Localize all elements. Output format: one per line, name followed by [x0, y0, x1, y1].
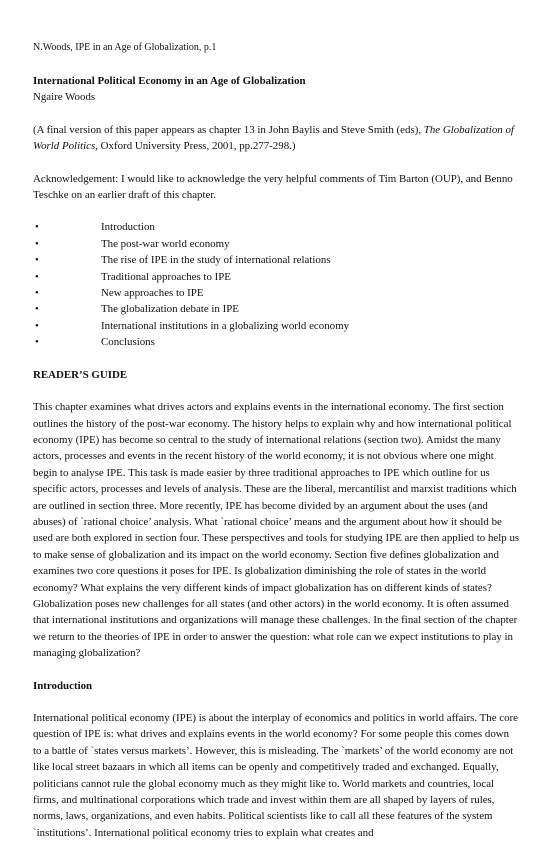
publication-note [33, 122, 520, 155]
bullet-icon: • [35, 336, 39, 349]
bullet-icon: • [35, 303, 39, 316]
toc-item: • The globalization debate in IPE [33, 301, 520, 317]
bullet-icon: • [35, 221, 39, 234]
readers-guide-paragraph: This chapter examines what drives actors and explains events in the international economy. The first section outlines the history of the post-war economy. The history helps to explain why and how international political economy (IPE) has become so central to the study of international relations (section two). Amidst the many actors, processes and events in the recent history of the world economy, it is not obvious where one might begin to analyse IPE. This task is made easier by three traditional approaches to IPE which outline for us specific actors, processes and levels of analysis. These are the liberal, mercantilist and marxist traditions which are outlined in section three. More recently, IPE has become divided by an argument about the uses (and abuses) of `rational choice’ analysis. What `rational choice’ means and the argument about how it should be used are both explored in section four. These perspectives and tools for studying IPE are then applied to help us to make sense of globalization and its impact on the world economy. Section five defines globalization and examines two core questions it poses for IPE. Is globalization diminishing the role of states in the world economy? What explains the very different kinds of impact globalization has on different kinds of states? Globalization poses new challenges for all states (and other actors) in the world economy. It is often assumed that international institutions and organizations will manage these challenges. In the final section of the chapter we return to the theories of IPE in order to answer the question: what role can we expect institutions to play in managing globalization? [33, 401, 520, 660]
acknowledgement: Acknowledgement: I would like to acknowledge the very helpful comments of Tim Barton (OUP), and Benno Teschke on an earlier draft of this chapter. [33, 172, 513, 202]
publication-note-book-title: The Globalization of World Politics [33, 123, 514, 153]
toc-item: • International institutions in a globalizing world economy [33, 318, 520, 334]
introduction-paragraph: International political economy (IPE) is about the interplay of economics and politics in world affairs. The core question of IPE is: what drives and explains events in the world economy? For some people this comes down to a battle of `states versus markets’. However, this is misleading. The `markets’ of the world economy are not like local street bazaars in which all items can be openly and competitively traded and exchanged. Equally, politicians cannot rule the global economy much as they might like to. World markets and countries, local firms, and multinational corporations which trade and invest within them are all shaped by layers of rules, norms, laws, organizations, and even habits. Political scientists like to call all these features of the system `institutions’. International political economy tries to explain what creates and [33, 712, 518, 839]
toc-item: • Introduction [33, 219, 520, 235]
toc-item: • Traditional approaches to IPE [33, 269, 520, 285]
toc-item: • The post-war world economy [33, 236, 520, 252]
document-body [33, 73, 520, 841]
table-of-contents [33, 219, 520, 350]
readers-guide-heading: READER’S GUIDE [33, 368, 128, 381]
publication-note-suffix: , Oxford University Press, 2001, pp.277-298.) [95, 140, 296, 153]
toc-item: • Conclusions [33, 334, 520, 350]
toc-item: • New approaches to IPE [33, 285, 520, 301]
introduction-heading: Introduction [33, 679, 93, 692]
bullet-icon: • [35, 237, 39, 250]
toc-item: • The rise of IPE in the study of international relations [33, 252, 520, 268]
publication-note-prefix: (A final version of this paper appears as chapter 13 in John Baylis and Steve Smith (eds), [33, 123, 424, 136]
bullet-icon: • [35, 319, 39, 332]
bullet-icon: • [35, 287, 39, 300]
bullet-icon: • [35, 254, 39, 267]
bullet-icon: • [35, 270, 39, 283]
author-name: Ngaire Woods [33, 91, 96, 104]
running-head: N.Woods, IPE in an Age of Globalization, p.1 [33, 42, 217, 53]
document-title: International Political Economy in an Age of Globalization [33, 75, 306, 87]
